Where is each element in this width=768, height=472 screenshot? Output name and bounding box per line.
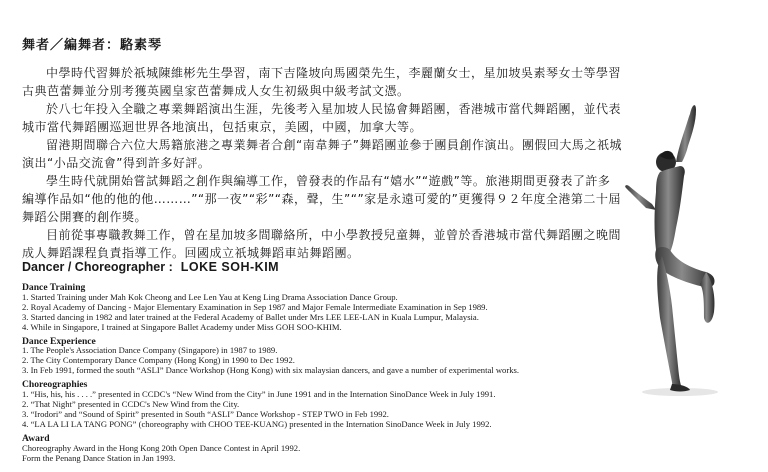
chinese-biography: [22, 64, 622, 262]
list-item: 4. “LA LA LI LA TANG PONG” (choreography with CHOO TEE-KUANG) presented in the Internation SinoDance Week in July 1992.: [22, 418, 492, 429]
list-item: 3. “Irodori” and “Sound of Spirit” presented in South “ASLI” Dance Workshop - STEP TWO in Feb 1992.: [22, 408, 389, 419]
english-heading: [22, 260, 279, 274]
section-title: Dance Experience: [22, 335, 96, 347]
list-item: 2. The City Contemporary Dance Company (Hong Kong) in 1990 to Dec 1992.: [22, 355, 295, 366]
list-item: 2. “That Night” presented in CCDC's New Wind from the City.: [22, 398, 240, 409]
english-biography: [22, 283, 662, 463]
chinese-paragraph: 於八七年投入全職之專業舞蹈演出生涯，先後考入星加坡人民協會舞蹈團，香港城市當代舞蹈團，並代表城市當代舞蹈團巡迴世界各地演出，包括東京，美國，中國，加拿大等。: [22, 102, 622, 134]
section-title: Award: [22, 432, 50, 444]
list-item: 3. In Feb 1991, formed the south “ASLI” Dance Workshop (Hong Kong) with six malaysian dancers, and gave a number of experimental works.: [22, 365, 519, 376]
list-item: 1. The People's Association Dance Company (Singapore) in 1987 to 1989.: [22, 345, 278, 356]
section-title: Choreographies: [22, 379, 88, 391]
chinese-paragraph: 目前從事專職教舞工作，曾在星加坡多間聯絡所，中小學教授兒童舞，並曾於香港城市當代舞蹈團之晚間成人舞蹈課程負責指導工作。回國成立祇城舞蹈車站舞蹈團。: [22, 228, 622, 260]
list-item: 2. Royal Academy of Dancing - Major Elementary Examination in Sep 1987 and Major Female Intermediate Examination in Sep 1989.: [22, 301, 488, 312]
list-item: 1. Started Training under Mah Kok Cheong and Lee Len Yau at Keng Ling Drama Association Dance Group.: [22, 291, 398, 302]
list-item: 1. “His, his, his . . . .” presented in CCDC's “New Wind from the City” in June 1991 and in the Internation SinoDance Week in July 1991.: [22, 389, 496, 400]
heading-label: Dancer / Choreographer :: [22, 260, 173, 274]
list-item: Choreography Award in the Hong Kong 20th Open Dance Contest in April 1992.: [22, 442, 301, 453]
section-title: Dance Training: [22, 282, 86, 293]
heading-name: LOKE SOH-KIM: [180, 260, 280, 274]
chinese-heading: 舞者／編舞者：駱素琴: [22, 38, 163, 53]
chinese-paragraph: 中學時代習舞於祇城陳維彬先生學習，南下吉隆坡向馬國榮先生，李麗蘭女士，星加坡吳素琴女士等學習古典芭蕾舞並分別考獲英國皇家芭蕾舞成人女生初級與中級考試文憑。: [22, 66, 622, 98]
dancer-photo: [620, 100, 750, 400]
chinese-paragraph: 學生時代就開始嘗試舞蹈之創作與編導工作，曾發表的作品有“嬉水”“遊戲”等。旅港期間更發表了許多編導作品如“他的他的他………”“那一夜”“彩”“森，聲，生”“”家是永遠可愛的”更獲得９２年度全港第二十屆舞蹈公開賽的創作獎。: [22, 174, 621, 224]
list-item: 4. While in Singapore, I trained at Singapore Ballet Academy under Miss GOH SOO-KHIM.: [22, 321, 342, 332]
chinese-paragraph: 留港期間聯合六位大馬籍旅港之專業舞者合創“南韋舞子”舞蹈團並參于團員創作演出。團假回大馬之祇城演出“小品交流會”得到許多好評。: [22, 138, 622, 170]
list-item: Form the Penang Dance Station in Jan 1993.: [22, 452, 176, 463]
list-item: 3. Started dancing in 1982 and later trained at the Federal Academy of Ballet under Mrs LEE LEE-LAN in Kuala Lumpur, Malaysia.: [22, 311, 479, 322]
